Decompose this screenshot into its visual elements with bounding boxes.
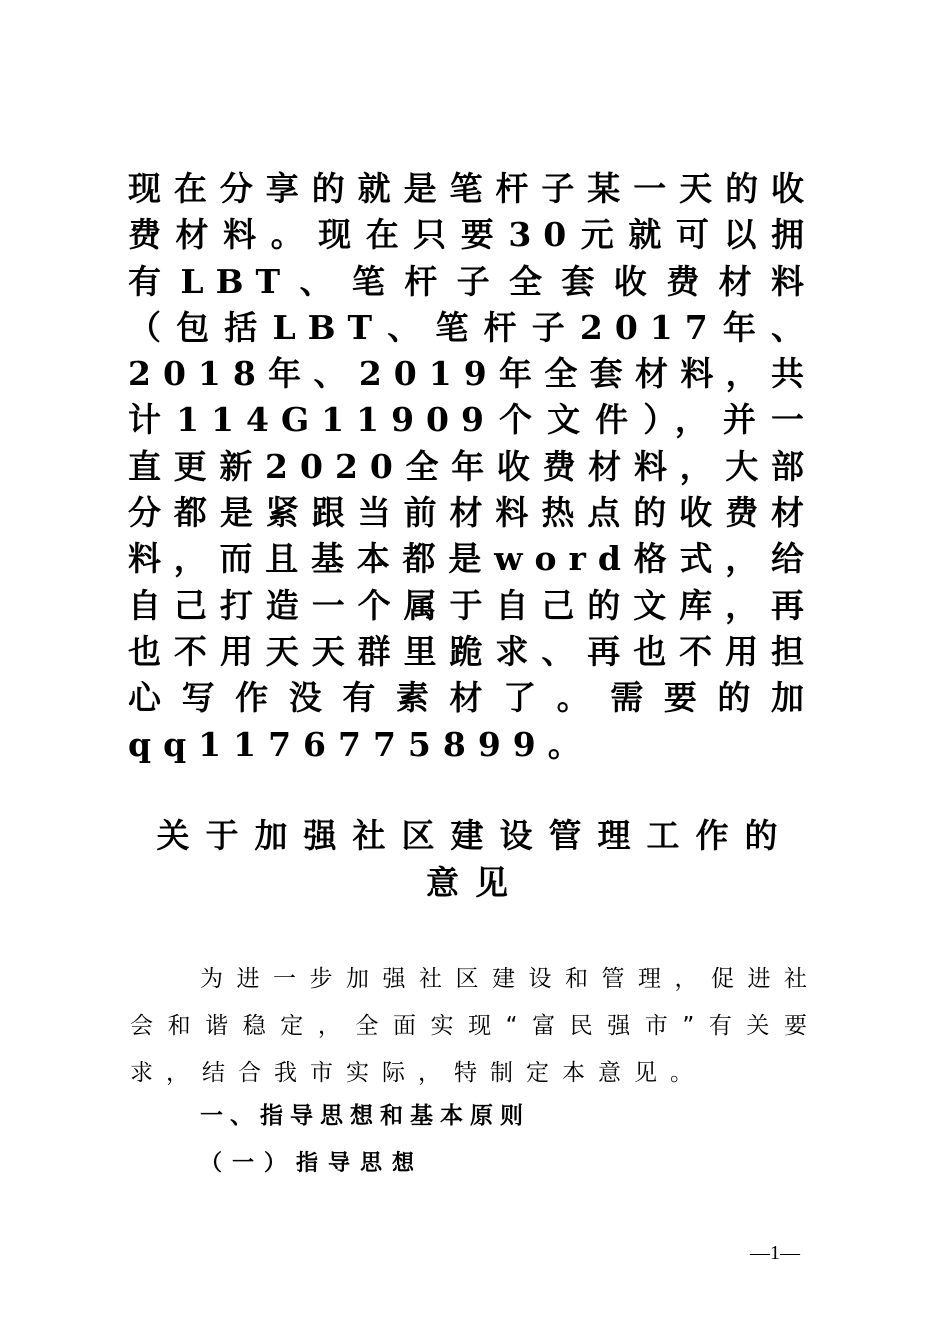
document-title-line-2: 意见: [426, 863, 524, 902]
document-title: [130, 812, 820, 906]
document-title-line-1: 关于加强社区建设管理工作的: [156, 816, 794, 855]
subsection-heading: （一）指导思想: [200, 1151, 425, 1176]
section-heading: 一、指导思想和基本原则: [200, 1103, 530, 1129]
promo-paragraph: 现在分享的就是笔杆子某一天的收费材料。现在只要30元就可以拥有LBT、笔杆子全套收费材料（包括LBT、笔杆子2017年、2018年、2019年全套材料，共计114G11909个文件），并一直更新2020全年收费材料，大部分都是紧跟当前材料热点的收费材料，而且基本都是word格式，给自己打造一个属于自己的文库，再也不用天天群里跪求、再也不用担心写作没有素材了。需要的加qq1176775899。: [128, 169, 816, 764]
page-number: —1—: [750, 1242, 800, 1264]
intro-paragraph: 为进一步加强社区建设和管理，促进社会和谐稳定，全面实现“富民强市”有关要求，结合我市实际，特制定本意见。: [130, 966, 820, 1086]
